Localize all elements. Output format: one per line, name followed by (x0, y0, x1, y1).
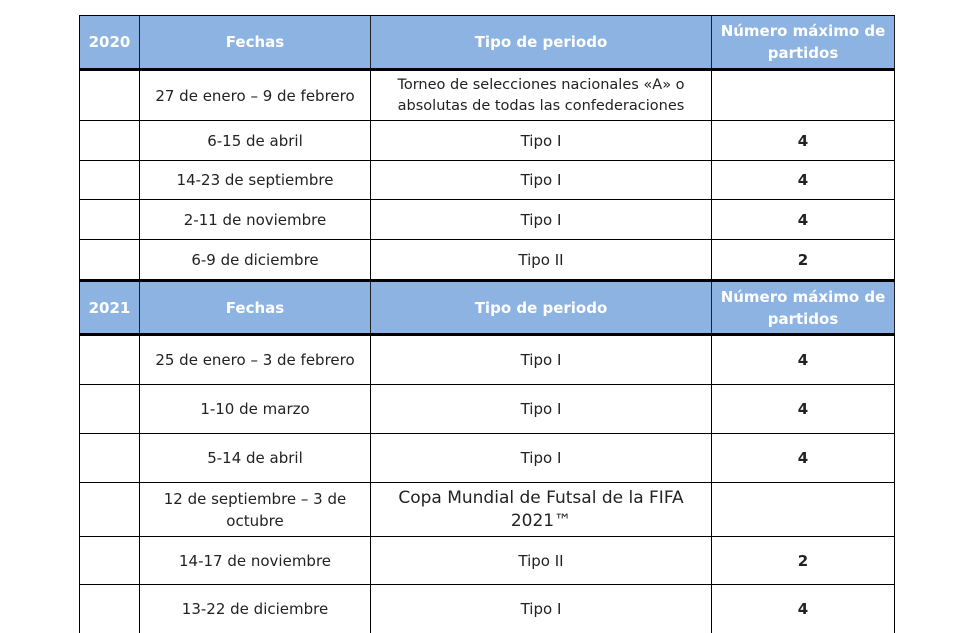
table-row (79, 483, 895, 537)
header-tipo: Tipo de periodo (371, 282, 712, 333)
table-2020 (79, 15, 895, 282)
header-numero: Número máximo de partidos (712, 282, 895, 333)
numero-cell: 4 (712, 121, 895, 160)
fechas-cell: 25 de enero – 3 de febrero (140, 336, 371, 384)
empty-cell (79, 483, 140, 536)
fechas-cell: 27 de enero – 9 de febrero (140, 71, 371, 120)
table-row (79, 385, 895, 434)
numero-cell: 4 (712, 385, 895, 433)
tipo-cell: Tipo I (371, 200, 712, 239)
table-row (79, 121, 895, 161)
tipo-cell: Tipo I (371, 336, 712, 384)
fechas-cell: 14-17 de noviembre (140, 537, 371, 584)
numero-cell: 4 (712, 161, 895, 199)
empty-cell (79, 537, 140, 584)
numero-cell: 4 (712, 336, 895, 384)
empty-cell (79, 200, 140, 239)
tipo-cell: Tipo I (371, 121, 712, 160)
fechas-cell: 6-9 de diciembre (140, 240, 371, 279)
table-row (79, 434, 895, 483)
empty-cell (79, 161, 140, 199)
tipo-cell: Tipo I (371, 434, 712, 482)
fechas-cell: 1-10 de marzo (140, 385, 371, 433)
tipo-cell: Tipo II (371, 537, 712, 584)
fechas-cell: 14-23 de septiembre (140, 161, 371, 199)
fechas-cell: 2-11 de noviembre (140, 200, 371, 239)
table-row (79, 71, 895, 121)
tipo-cell: Tipo I (371, 385, 712, 433)
header-tipo: Tipo de periodo (371, 16, 712, 68)
table-row (79, 200, 895, 240)
empty-cell (79, 585, 140, 633)
empty-cell (79, 336, 140, 384)
fechas-cell: 5-14 de abril (140, 434, 371, 482)
numero-cell: 2 (712, 240, 895, 279)
table-row (79, 336, 895, 385)
empty-cell (79, 385, 140, 433)
header-numero: Número máximo de partidos (712, 16, 895, 68)
fechas-cell: 12 de septiembre – 3 de octubre (140, 483, 371, 536)
table-2021 (79, 281, 895, 633)
header-fechas: Fechas (140, 16, 371, 68)
empty-cell (79, 121, 140, 160)
header-fechas: Fechas (140, 282, 371, 333)
year-cell: 2021 (79, 282, 140, 333)
year-cell: 2020 (79, 16, 140, 68)
tipo-cell: Tipo II (371, 240, 712, 279)
numero-cell: 2 (712, 537, 895, 584)
numero-cell: 4 (712, 434, 895, 482)
numero-cell: 4 (712, 585, 895, 633)
tipo-cell: Tipo I (371, 585, 712, 633)
table-row (79, 161, 895, 200)
numero-cell (712, 71, 895, 120)
fechas-cell: 6-15 de abril (140, 121, 371, 160)
tipo-cell: Torneo de selecciones nacionales «A» o absolutas de todas las confederaciones (371, 71, 712, 120)
table-row (79, 537, 895, 585)
empty-cell (79, 434, 140, 482)
tipo-cell: Copa Mundial de Futsal de la FIFA 2021™ (371, 483, 712, 536)
empty-cell (79, 71, 140, 120)
numero-cell: 4 (712, 200, 895, 239)
numero-cell (712, 483, 895, 536)
table-row (79, 585, 895, 633)
header-row-2020 (79, 15, 895, 71)
empty-cell (79, 240, 140, 279)
header-row-2021 (79, 281, 895, 336)
table-row (79, 240, 895, 282)
tipo-cell: Tipo I (371, 161, 712, 199)
fechas-cell: 13-22 de diciembre (140, 585, 371, 633)
